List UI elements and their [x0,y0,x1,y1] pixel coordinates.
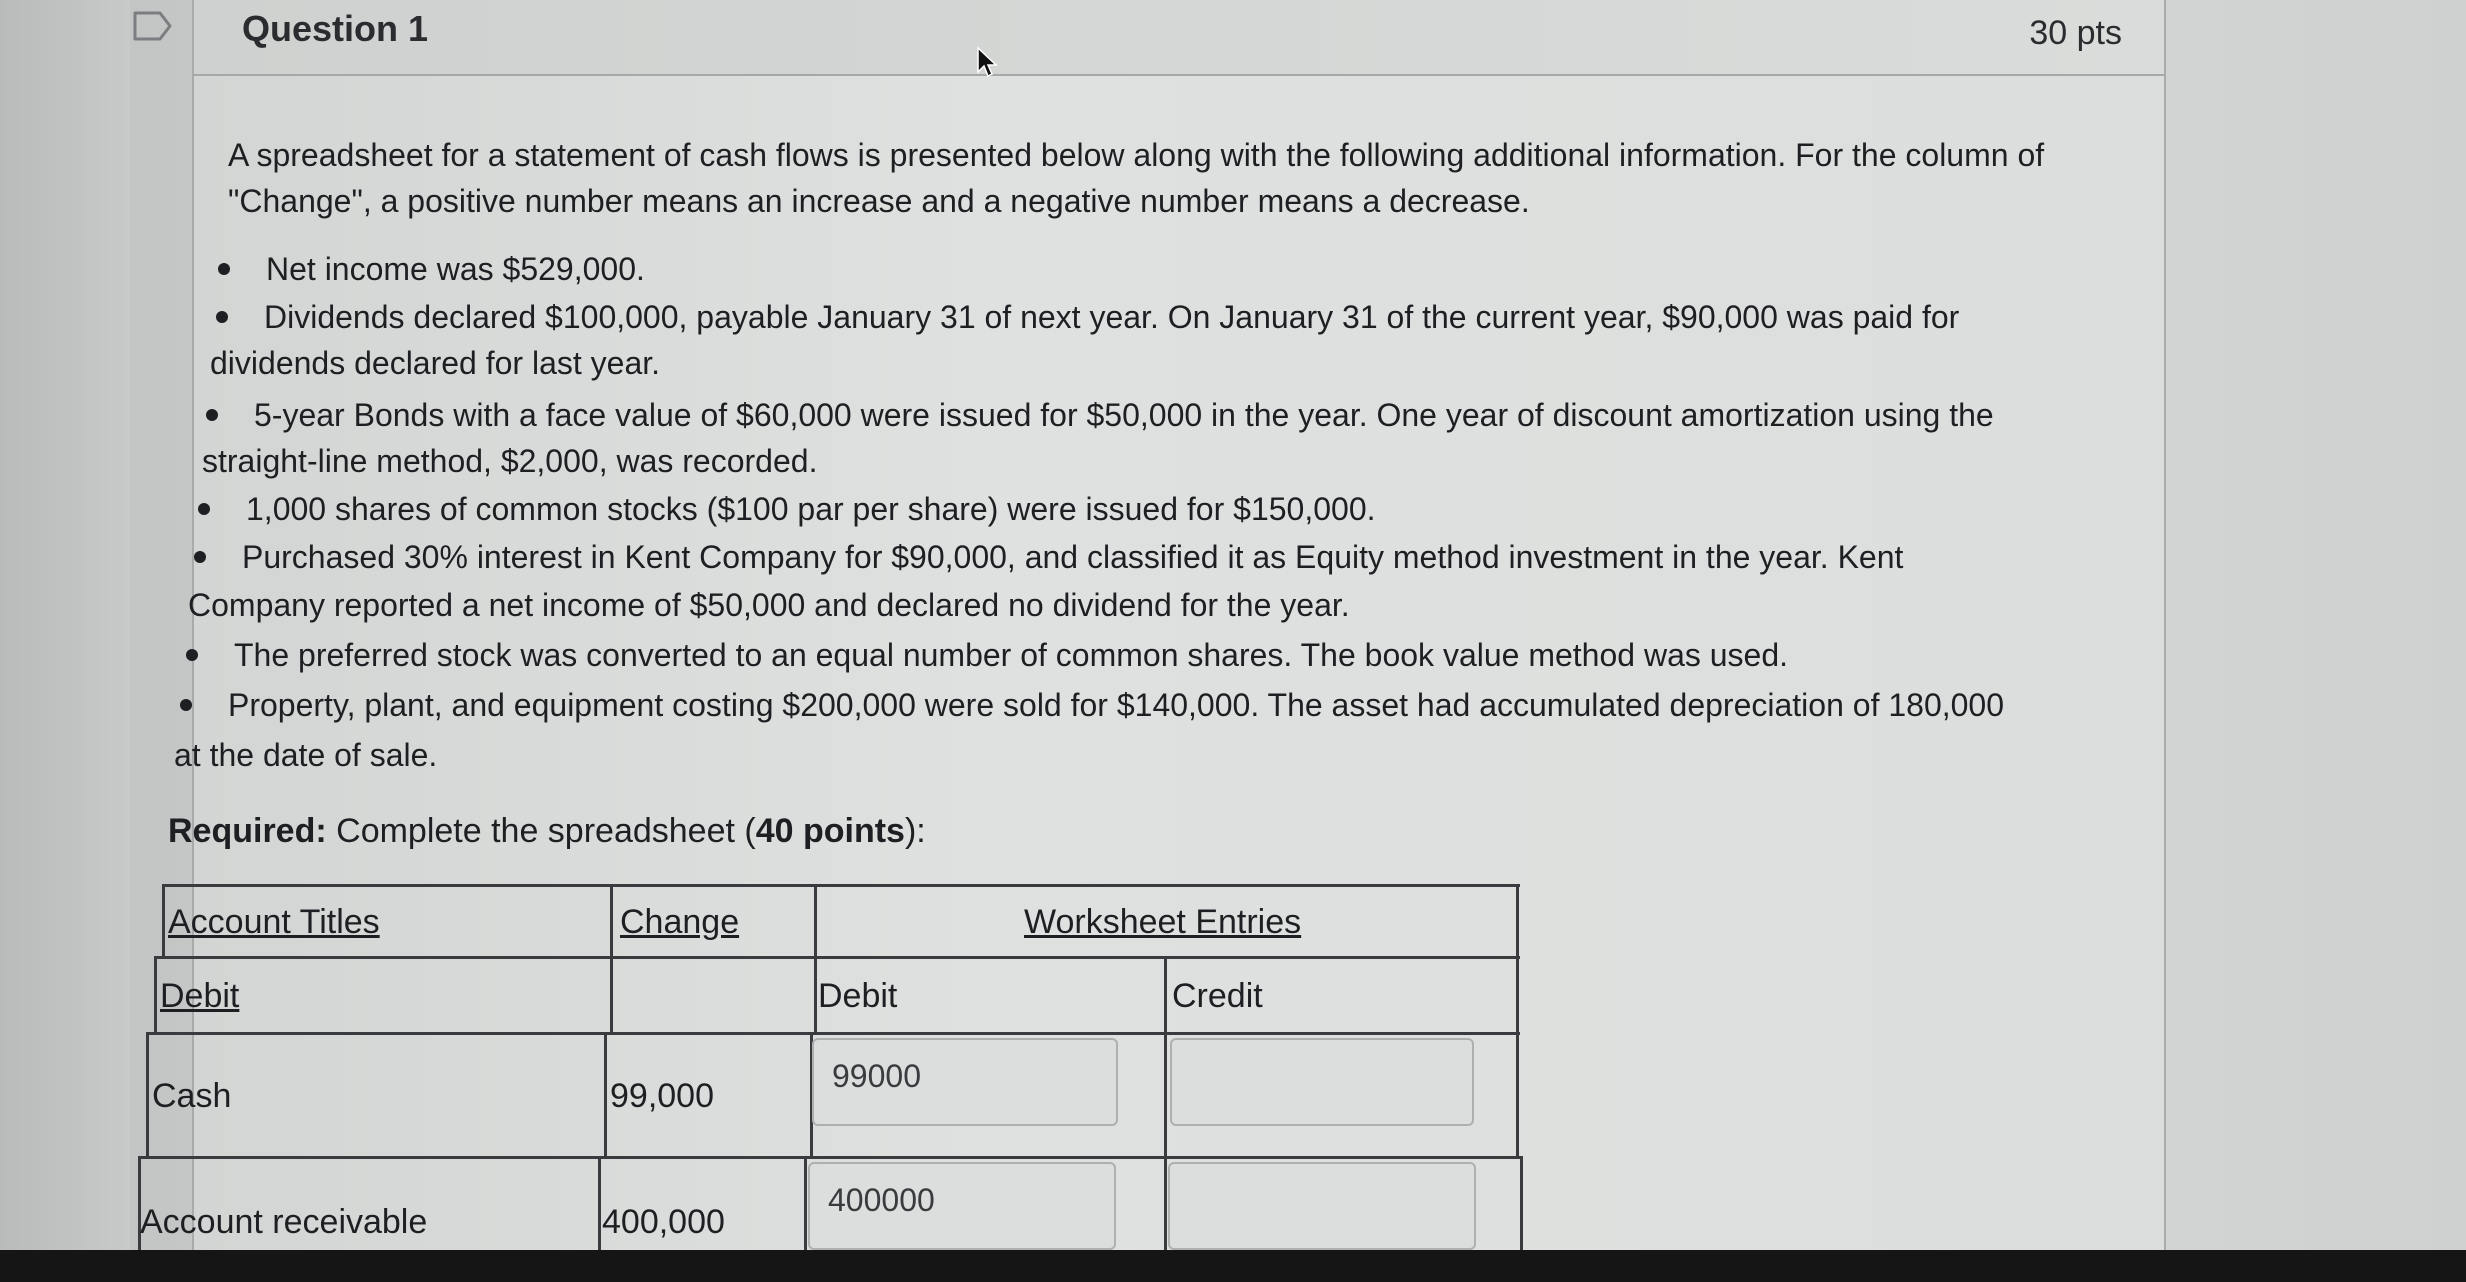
bullet-dot-icon [198,503,210,515]
required-label: Required: [168,812,327,850]
row-account-receivable: Account receivable [140,1203,428,1241]
subheader-debit-section: Debit [160,977,240,1015]
required-text: Complete the spreadsheet ( [326,812,756,850]
table-border [154,956,157,1034]
bullet-item [216,294,2216,340]
row-change-cash: 99,000 [610,1077,714,1115]
question-points: 30 pts [2029,14,2122,52]
intro-line-1: A spreadsheet for a statement of cash flows is presented below along with the following additional information. For the column of [228,137,2045,173]
bullet-item [218,246,2218,292]
header-worksheet-entries: Worksheet Entries [1024,903,1302,941]
bullet-dot-icon [216,311,228,323]
credit-input-receivable[interactable] [1168,1162,1476,1250]
bullet-text: Dividends declared $100,000, payable January 31 of next year. On January 31 of the current year, $90,000 was paid for [264,299,1960,335]
table-border [154,956,1520,959]
question-title: Question 1 [242,8,429,49]
table-border [146,1032,1520,1035]
required-points: 40 points [755,812,905,850]
header-account-titles: Account Titles [168,903,380,941]
table-border [146,1032,149,1158]
credit-input-cash[interactable] [1170,1038,1474,1126]
table-border [814,884,817,1032]
intro-line-2: "Change", a positive number means an increase and a negative number means a decrease. [228,183,1530,219]
table-border [610,884,613,1032]
bullet-item [180,682,2180,728]
table-border [1520,1156,1523,1250]
table-border [598,1156,601,1250]
bullet-dot-icon [218,263,230,275]
table-border [604,1032,607,1158]
table-border [804,1156,807,1250]
bullet-item [206,392,2206,438]
bullet-dot-icon [180,699,192,711]
bullet-continuation: at the date of sale. [174,737,438,773]
bullet-item [194,534,2194,580]
bullet-text: 5-year Bonds with a face value of $60,000 were issued for $50,000 in the year. One year of discount amortization using the [254,397,1994,433]
bullet-item [198,486,2198,532]
header-change: Change [620,903,740,941]
bullet-text: The preferred stock was converted to an equal number of common shares. The book value method was used. [234,637,1789,673]
bullet-dot-icon [206,409,218,421]
table-border [162,884,165,958]
bullet-dot-icon [194,551,206,563]
bullet-continuation: Company reported a net income of $50,000 and declared no dividend for the year. [188,587,1350,623]
bullet-text: Property, plant, and equipment costing $200,000 were sold for $140,000. The asset had accumulated depreciation of 180,000 [228,687,2005,723]
subheader-debit: Debit [818,977,898,1015]
bullet-continuation: straight-line method, $2,000, was recorded. [202,443,818,479]
debit-input-cash[interactable]: 99000 [812,1038,1118,1126]
bullet-dot-icon [186,649,198,661]
table-border [138,1156,1522,1159]
subheader-credit: Credit [1172,977,1263,1015]
required-end: ): [904,812,926,850]
bullet-text: 1,000 shares of common stocks ($100 par per share) were issued for $150,000. [246,491,1376,527]
required-instruction [168,808,926,854]
bullet-item [186,632,2186,678]
table-border-top [162,884,1520,887]
table-border [1164,956,1167,1250]
bullet-continuation: dividends declared for last year. [210,345,661,381]
table-border [1516,884,1519,1156]
debit-input-receivable[interactable]: 400000 [808,1162,1116,1250]
bullet-text: Purchased 30% interest in Kent Company for $90,000, and classified it as Equity method investment in the year. Kent [242,539,1904,575]
row-change-receivable: 400,000 [602,1203,725,1241]
screen-bezel [0,1250,2466,1282]
intro-text [228,132,2128,224]
row-account-cash: Cash [152,1077,232,1115]
bullet-text: Net income was $529,000. [266,251,645,287]
